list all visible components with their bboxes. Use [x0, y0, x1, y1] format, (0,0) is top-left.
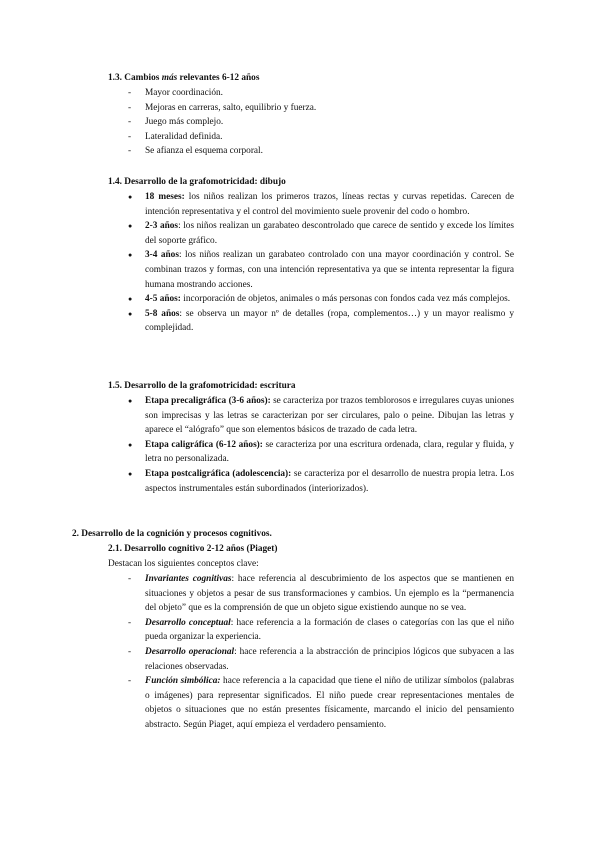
section-1-3-title-rest: relevantes 6-12 años — [177, 73, 260, 83]
item-label: 5-8 años — [145, 308, 180, 319]
item-text: se caracteriza por trazos temblorosos e irregulares cuyas uniones son imprecisas y las letras se caracterizan por ser circulares, palo o peine. Dibujan las letras y aparece el “alógrafo” que son elementos básicos de trazado de cada letra. — [145, 396, 514, 436]
list-item: - Lateralidad definida. — [128, 130, 488, 145]
list-item: - Se afianza el esquema corporal. — [128, 144, 488, 159]
item-text: : hace referencia al descubrimiento de los aspectos que se mantienen en situaciones y objetos a pesar de sus transformaciones y cambios. Un ejemplo es la “permanencia del objeto” que es la comprensión de que un objeto sigue existiendo aunque no se vea. — [145, 574, 514, 614]
section-1-4-title: 1.4. Desarrollo de la grafomotricidad: dibujo — [108, 177, 286, 187]
list-item — [128, 219, 514, 248]
item-text: hace referencia a la capacidad que tiene el niño de utilizar símbolos (palabras o imágenes) para representar significados. El niño puede crear representaciones mentales de objetos o situaciones que no están presentes físicamente, marcando el inicio del pensamiento abstracto. Según Piaget, aquí empieza el verdadero pensamiento. — [145, 676, 514, 730]
item-label: Etapa precaligráfica (3-6 años): — [145, 396, 271, 406]
item-label: 4-5 años: — [145, 294, 181, 305]
list-item: - Mayor coordinación. — [128, 86, 488, 101]
section-1-3-title-number: 1.3. Cambios — [108, 73, 162, 83]
item-text: : se observa un mayor nº de detalles (ropa, complementos…) y un mayor realismo y complejidad. — [145, 308, 514, 334]
list-item: - Juego más complejo. — [128, 115, 488, 130]
item-label: Desarrollo operacional — [145, 646, 235, 657]
list-item — [128, 292, 514, 307]
item-label: Etapa caligráfica (6-12 años): — [145, 439, 263, 450]
item-text: : los niños realizan un garabateo descontrolado que carece de sentido y excede los límites del soporte gráfico. — [145, 221, 515, 246]
list-item — [128, 674, 514, 732]
section-2-title: 2. Desarrollo de la cognición y procesos cognitivos. — [72, 529, 272, 539]
list-item — [128, 248, 514, 292]
list-item — [128, 394, 514, 438]
list-item — [128, 467, 514, 496]
list-item — [128, 616, 514, 645]
section-1-3-list — [128, 86, 488, 159]
list-item — [128, 645, 514, 674]
item-label: Función simbólica: — [145, 676, 221, 687]
item-text: los niños realizan los primeros trazos, líneas rectas y curvas repetidas. Carecen de intención representativa y el control del movimiento suele provenir del codo o hombro. — [145, 192, 514, 217]
list-item: - Mejoras en carreras, salto, equilibrio y fuerza. — [128, 101, 488, 116]
item-text: : hace referencia a la formación de clases o categorías con las que el niño pueda organizar la experiencia. — [145, 617, 514, 643]
item-text: : hace referencia a la abstracción de principios lógicos que subyacen a las relaciones observadas. — [145, 646, 514, 672]
item-label: Etapa postcaligráfica (adolescencia): — [145, 468, 292, 479]
item-label: Invariantes cognitivas — [145, 574, 232, 584]
section-2-1-intro: Destacan los siguientes conceptos clave: — [108, 559, 259, 569]
list-item — [128, 438, 514, 467]
section-2-1-list — [128, 572, 514, 733]
item-text: incorporación de objetos, animales o más personas con fondos cada vez más complejos. — [180, 294, 511, 305]
section-1-5-title: 1.5. Desarrollo de la grafomotricidad: escritura — [108, 381, 296, 391]
section-1-3-title — [108, 71, 259, 86]
section-1-3-title-italic: más — [161, 73, 178, 83]
item-text: se caracteriza por el desarrollo de nuestra propia letra. Los aspectos instrumentales están subordinados (interiorizados). — [145, 468, 514, 494]
item-text: : los niños realizan un garabateo controlado con una mayor coordinación y control. Se combinan trazos y formas, con una intención representativa ya que se intenta representar la figura humana mostrando acciones. — [145, 250, 514, 290]
section-1-4-list — [128, 190, 514, 336]
section-2-1-title: 2.1. Desarrollo cognitivo 2-12 años (Piaget) — [108, 544, 278, 554]
list-item — [128, 307, 514, 336]
item-label: Desarrollo conceptual — [145, 617, 231, 628]
section-1-5-list — [128, 394, 514, 496]
item-label: 18 meses: — [145, 192, 185, 202]
list-item — [128, 572, 514, 616]
item-text: se caracteriza por una escritura ordenada, clara, regular y fluida, y letra no personalizada. — [145, 439, 514, 465]
item-label: 3-4 años — [145, 250, 179, 261]
list-item — [128, 190, 514, 219]
item-label: 2-3 años — [145, 221, 179, 232]
